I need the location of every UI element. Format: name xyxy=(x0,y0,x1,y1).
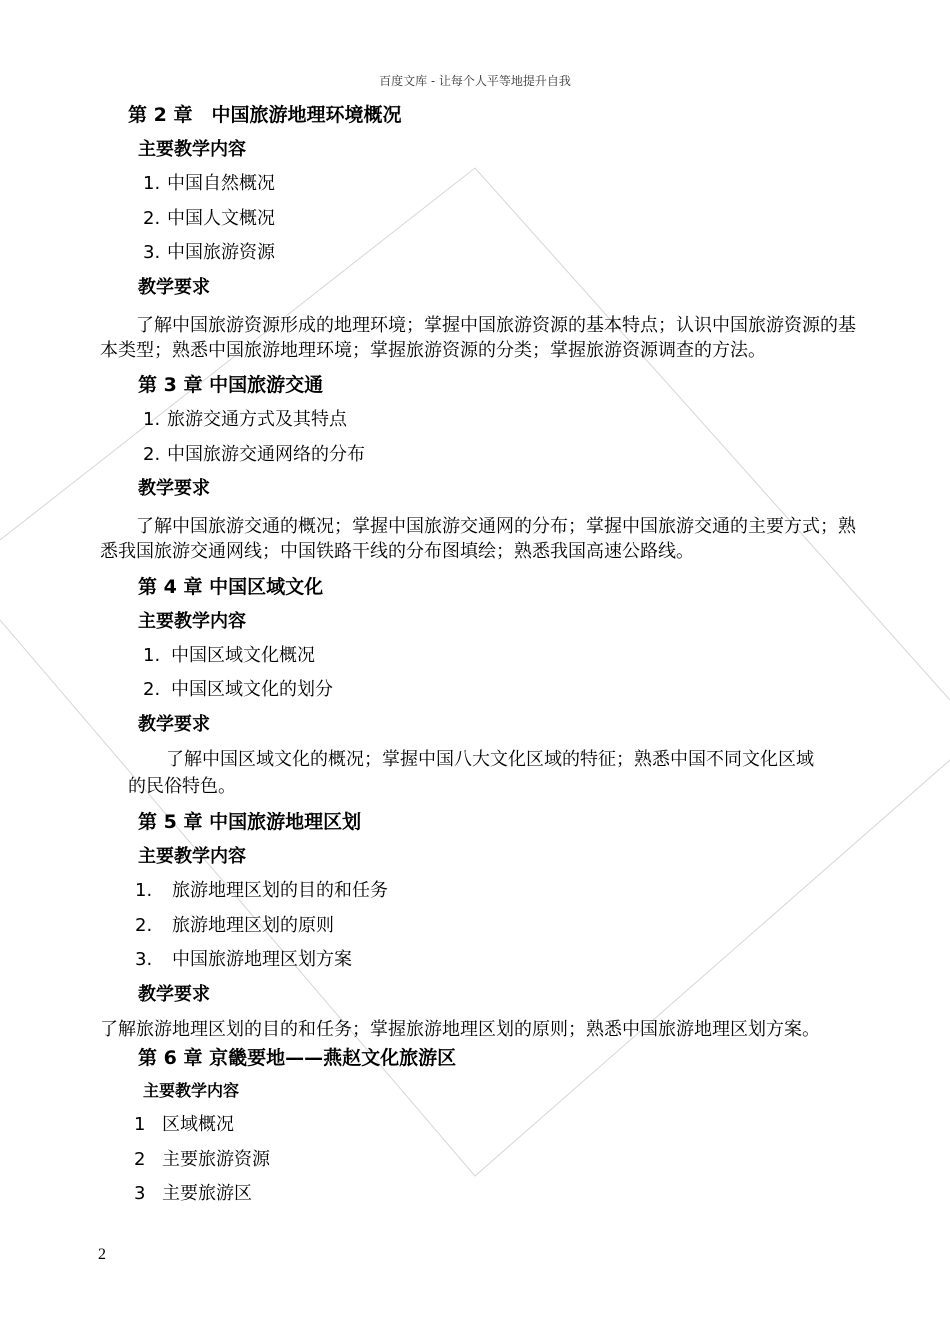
list-item: 2 xyxy=(134,1149,146,1170)
list-item: 2. xyxy=(143,208,161,229)
list-item: 2. xyxy=(135,915,153,936)
list-item-text: 旅游地理区划的原则 xyxy=(172,915,334,936)
list-item: 3 xyxy=(134,1183,146,1204)
chapter-4-requirements-line-1: 了解中国区域文化的概况；掌握中国八大文化区域的特征；熟悉中国不同文化区域 xyxy=(166,749,814,770)
list-item-text: 旅游地理区划的目的和任务 xyxy=(172,880,388,901)
page-header: 百度文库 - 让每个人平等地提升自我 xyxy=(379,74,571,88)
chapter-2-content-heading: 主要教学内容 xyxy=(138,139,246,160)
list-item-text: 主要旅游区 xyxy=(162,1183,252,1204)
chapter-6-title: 第 6 章 京畿要地——燕赵文化旅游区 xyxy=(138,1047,457,1069)
list-item-text: 中国旅游地理区划方案 xyxy=(172,949,352,970)
list-item-text: 中国旅游资源 xyxy=(167,242,275,263)
list-item-text: 中国人文概况 xyxy=(167,208,275,229)
list-item-text: 中国自然概况 xyxy=(167,173,275,194)
list-item: 3. xyxy=(135,949,153,970)
chapter-3-requirements-text: 了解中国旅游交通的概况；掌握中国旅游交通网的分布；掌握中国旅游交通的主要方式；熟悉我国旅游交通网线；中国铁路干线的分布图填绘；熟悉我国高速公路线。 xyxy=(100,516,856,562)
chapter-3-title: 第 3 章 中国旅游交通 xyxy=(138,374,324,396)
chapter-5-title: 第 5 章 中国旅游地理区划 xyxy=(138,811,362,833)
list-item: 1. xyxy=(143,173,161,194)
chapter-4-title: 第 4 章 中国区域文化 xyxy=(138,576,324,598)
list-item: 1. xyxy=(143,645,161,666)
list-item: 1 xyxy=(134,1114,146,1135)
chapter-2-requirements-heading: 教学要求 xyxy=(138,277,210,298)
page-number: 2 xyxy=(98,1246,106,1263)
list-item: 3. xyxy=(143,242,161,263)
chapter-4-requirements-heading: 教学要求 xyxy=(138,714,210,735)
chapter-6-content-heading: 主要教学内容 xyxy=(143,1081,240,1100)
list-item-text: 中国旅游交通网络的分布 xyxy=(167,444,365,465)
chapter-2-title: 第 2 章 中国旅游地理环境概况 xyxy=(128,104,402,126)
list-item-text: 中国区域文化的划分 xyxy=(171,679,333,700)
list-item-text: 中国区域文化概况 xyxy=(171,645,315,666)
list-item-text: 主要旅游资源 xyxy=(162,1149,270,1170)
chapter-4-requirements-line-2: 的民俗特色。 xyxy=(128,776,236,797)
list-item: 2. xyxy=(143,444,161,465)
list-item: 1. xyxy=(143,409,161,430)
chapter-3-requirements-heading: 教学要求 xyxy=(138,478,210,499)
chapter-2-requirements-text: 了解中国旅游资源形成的地理环境；掌握中国旅游资源的基本特点；认识中国旅游资源的基本类型；熟悉中国旅游地理环境；掌握旅游资源的分类；掌握旅游资源调查的方法。 xyxy=(100,315,856,361)
list-item: 1. xyxy=(135,880,153,901)
chapter-5-content-heading: 主要教学内容 xyxy=(138,846,246,867)
list-item-text: 旅游交通方式及其特点 xyxy=(167,409,347,430)
chapter-5-requirements-text: 了解旅游地理区划的目的和任务；掌握旅游地理区划的原则；熟悉中国旅游地理区划方案。 xyxy=(100,1019,820,1040)
list-item-text: 区域概况 xyxy=(162,1114,234,1135)
chapter-5-requirements-heading: 教学要求 xyxy=(138,984,210,1005)
chapter-4-content-heading: 主要教学内容 xyxy=(138,611,246,632)
list-item: 2. xyxy=(143,679,161,700)
